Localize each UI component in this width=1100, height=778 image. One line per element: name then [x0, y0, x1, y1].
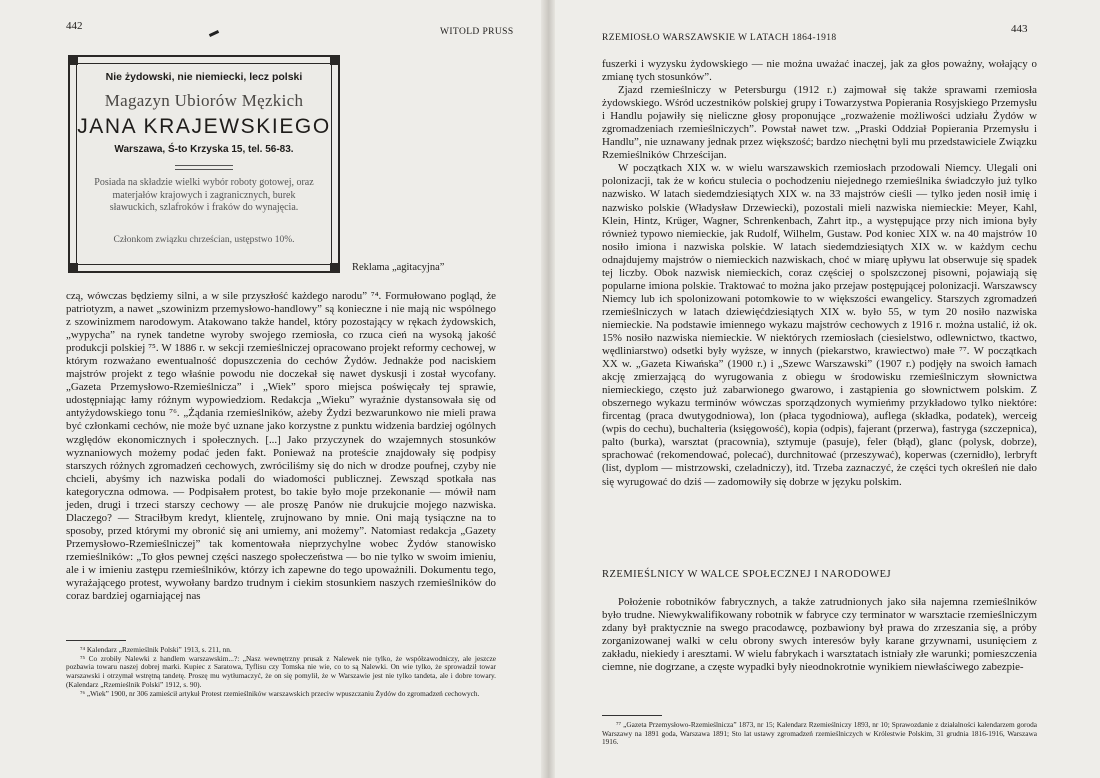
advertisement [68, 55, 340, 273]
footnote: ⁷⁵ Co zrobiły Nalewki z handlem warszawskim...?: „Nasz wewnętrzny prusak z Nalewek nie tylko, że współzawodniczy, ale jeszcze pozbawia towaru naszej dobrej marki. Kupiec z Saratowa, Tyflisu czy Tomska nie wie, co to są Nalewki. On wie tylko, że sprowadził towar warszawski i otrzymał wstrętną tandetę. Proszę mu wytłumaczyć, że on się pomylił, że w Warszawie jest nie tylko tandeta, ale i dobre towary. (Kalendarz „Rzemieślnik Polski” 1912, s. 90). [66, 653, 496, 689]
ink-mark [209, 30, 219, 37]
running-head: WITOLD PRUSS [440, 27, 514, 37]
paragraph: Zjazd rzemieślniczy w Petersburgu (1912 r.) zajmował się także sprawami rzemiosła żydowskiego. Wśród uczestników polskiej grupy i Towarzystwa Popierania Rosyjskiego Przemysłu i Handlu pojawiły się nieliczne głosy proponujące „rozważenie możliwości udziału Żydów w zgromadzeniach rzemieślniczych”. Powstał nawet tzw. „Praski Oddział Popierania Przemysłu i Handlu”, nie uznawany jednak przez większość; bardzo niechętni byli mu przedstawiciele Związku Rzemieślników Chrześcijan. [602, 84, 1037, 162]
footnote: ⁷⁷ „Gazeta Przemysłowo-Rzemieślnicza” 1873, nr 15; Kalendarz Rzemieślniczy 1893, nr 10; Sprawozdanie z działalności kalendarzem goroda Warszawy na 1891 goda, Warszawa 1891; Sto lat ustawy zgromadzeń rzemieślniczych w Królestwie Polskim, 31 grudnia 1816-1916, Warszawa 1916. [602, 720, 1037, 747]
left-body [66, 290, 496, 603]
footnote-rule [66, 640, 126, 641]
section-heading: RZEMIEŚLNICY W WALCE SPOŁECZNEJ I NARODOWEJ [602, 569, 892, 580]
paragraph: Położenie robotników fabrycznych, a także zatrudnionych jako siła najemna rzemieślników było trudne. Niewykwalifikowany robotnik w fabryce czy terminator w warsztacie rzemieślniczym zdany był praktycznie na swego pracodawcę, pozbawiony był prawa do zrzeszania się, a próby zorganizowanej walki w celu obrony swych interesów były karane grzywnami, usunięciem z zakładu, niekiedy i aresztami. W wielu fabrykach i warsztatach istniały złe warunki; pomieszczenia ciemne, nie dogrzane, a częste wypadki były nieodnokrotnie wynikiem niewłaściwego zabezpie- [602, 596, 1037, 674]
right-body-2 [602, 596, 1037, 674]
running-head: RZEMIOSŁO WARSZAWSKIE W LATACH 1864-1918 [602, 33, 837, 43]
footnote-rule [602, 715, 662, 716]
ad-address: Warszawa, Ś-to Krzyska 15, tel. 56-83. [114, 144, 294, 155]
ad-shop-name: JANA KRAJEWSKIEGO [77, 115, 331, 138]
ad-caption: Reklama „agitacyjna” [352, 262, 445, 273]
page-number: 442 [66, 20, 83, 32]
ad-shop-type: Magazyn Ubiorów Męzkich [104, 91, 304, 110]
right-footnotes [602, 721, 1037, 747]
footnote: ⁷⁴ Kalendarz „Rzemieślnik Polski” 1913, s. 211, nn. [80, 645, 232, 654]
left-page [0, 0, 541, 778]
gutter [541, 0, 555, 778]
right-body [602, 58, 1037, 489]
footnote: ⁷⁶ „Wiek” 1900, nr 306 zamieścił artykuł Protest rzemieślników warszawskich przeciw wpuszczaniu Żydów do zgromadzeń cechowych. [80, 688, 480, 698]
paragraph: fuszerki i wyzysku żydowskiego — nie można uważać inaczej, jak za głos poważny, wołający o zmianę tych stosunków”. [602, 58, 1037, 84]
paragraph: W początkach XIX w. w wielu warszawskich rzemiosłach przodowali Niemcy. Ulegali oni polonizacji, tak że w końcu stulecia o pochodzeniu niejednego rzemieślnika świadczyło już tylko nazwisko. W latach siedemdziesiątych XIX w. na 33 majstrów cieśli — tylko jeden nosił imię i nazwisko polskie (Władysław Drzewiecki), pozostali mieli nazwiska niemieckie: Meyer, Kahl, Klein, Hintz, Krüger, Wagner, Schrenkenbach, Zahrt itp., a występujące przy nich imiona były również typowo niemieckie, jak Rudolf, Wilhelm, Gustaw. Pod koniec XIX w. na 40 majstrów 10 nosiło imiona i nazwiska polskie. W latach siedemdziesiątych XIX w. w każdym cechu odnajdujemy majstrów o niemieckich nazwiskach, choć w miarę upływu lat obserwuje się spadek tej liczby. Obok nazwisk niemieckich, coraz częściej o spolszczonej pisowni, pojawiają się popularne imiona polskie. Traktować to można jako przejaw postępującej polonizacji. Warszawscy Niemcy lub ich spolonizowani potomkowie to w większości ewangelicy. Starszych zgromadzeń rzemieślniczych w latach dziewięćdziesiątych XIX w. było 55, w tym 20 nosiło nazwiska niemieckie. Na podstawie imiennego wykazu majstrów cechowych z 1916 r. można ustalić, iż ok. 15% nosiło nazwiska niemieckie. W niektórych rzemiosłach (ciesielstwo, odlewnictwo, tkactwo, wędliniarstwo) odsetki były wyższe, w innych (piekarstwo, krawiectwo) małe ⁷⁷. W początkach XX w. „Gazeta Kiwańska” (1900 r.) i „Szewc Warszawski” (1907 r.) podjęły na swoich łamach akcję zmierzającą do wyrugowania z obiegu w środowisku rzemieślniczym słownictwa niemieckiego, często już zabarwionego gwarowo, i zastąpienia go słownictwem polskim. Z obszernego wykazu terminów wówczas sporządzonych wymieńmy przykładowo tylko niektóre: fircentag (praca dwutygodniowa), lon (płaca tygodniowa), auflega (składka, podatek), werceig (wpis do cechu), buchalteria (księgowość), kopia (odpis), fajerant (przerwa), fastryga (szczepnica), palto (burka), warsztat (pracownia), sztymuje (pasuje), feler (błąd), glanc (polysk, dobrze), sprachować (rekomendować, polecać), durchnitować (przeszywać), koperwas (czernidło), lerbryft (list, dyplom — mistrzowski, czeladniczy), itd. Trzeba zaznaczyć, że części tych określeń nie dało się wyrugować do dziś — zadomowiły się dobrze w języku polskim. [602, 162, 1037, 488]
ad-slogan: Nie żydowski, nie niemiecki, lecz polski [105, 71, 303, 83]
page-number: 443 [1011, 23, 1028, 35]
ad-rule [175, 169, 233, 170]
ad-description: Posiada na składzie wielki wybór roboty gotowej, oraz materjałów krajowych i zagranicznych, burek sławuckich, szlafroków i fraków do wynajęcia. [94, 177, 314, 214]
ad-discount: Członkom związku chrześcian, ustępstwo 10%. [113, 235, 295, 245]
right-page [555, 0, 1100, 778]
ad-rule [175, 165, 233, 166]
left-footnotes [66, 646, 496, 698]
paragraph: czą, wówczas będziemy silni, a w sile przyszłość każdego narodu” ⁷⁴. Formułowano pogląd, że patriotyzm, a nawet „szowinizm przemysłowo-handlowy” są konieczne i nie mają nic wspólnego z szowinizmem narodowym. Atakowano także handel, który pozostający w rękach żydowskich, „wypycha” na rynek tandetne wyroby swojego rzemiosła, co rzuca cień na wysoką jakość produkcji polskiej ⁷⁵. W 1886 r. w sekcji rzemieślniczej opracowano projekt reformy cechowej, w którym rozważano ewentualność dopuszczenia do cechów Żydów. Jednakże pod naciskiem majstrów projekt z tego właśnie powodu nie doczekał się nawet dyskusji i został wycofany. „Gazeta Przemysłowo-Rzemieślnicza” i „Wiek” sporo miejsca poświęcały tej sprawie, udostępniając łamy różnym wypowiedziom. Redakcja „Wieku” wyraźnie dystansowała się od antyżydowskiego tonu ⁷⁶. „Żądania rzemieślników, ażeby Żydzi bezwarunkowo nie mieli prawa być członkami cechów, nie może być uznane jako korzystne z punktu widzenia bardziej ogólnych względów ekonomicznych i społecznych. [...] Jako przyczynek do wzajemnych stosunków wyznaniowych możemy podać jeden fakt. Ponieważ na proteście znajdowały się podpisy starszych różnych zgromadzeń cechowych, zwróciliśmy się do nich w drodze poufnej, czyby nie chcieli, abyśmy ich nazwiska podali do wiadomości publicznej. Zewsząd spotkała nas kategoryczna odmowa. — Podpisałem protest, bo takie było moje przekonanie — mówił nam jeden, drugi i trzeci starszy cechowy — ale proszę Panów nie drukujcie mojego nazwiska. Dlaczego? — Straciłbym kredyt, klientelę, zrujnowano by mnie. Oni mają tysiączne na to sposoby, przed którymi my obronić się ani umiemy, ani możemy”. Natomiast redakcja „Gazety Przemysłowo-Rzemieślniczej” tak komentowała nieprzychylne wobec Żydów stanowisko rzemieślników: „To głos pewnej części naszego społeczeństwa — bo nie tylko w swoim imieniu, ale i w imieniu zastępu rzemieślników, którzy ich zapewne do tego upoważnili. Dokumentu tego, wyrażającego protest, wywołany bardzo trudnym i ciekim stosunkiem naszych rzemieślników do coraz bardziej ogarniającej nas [66, 290, 496, 603]
